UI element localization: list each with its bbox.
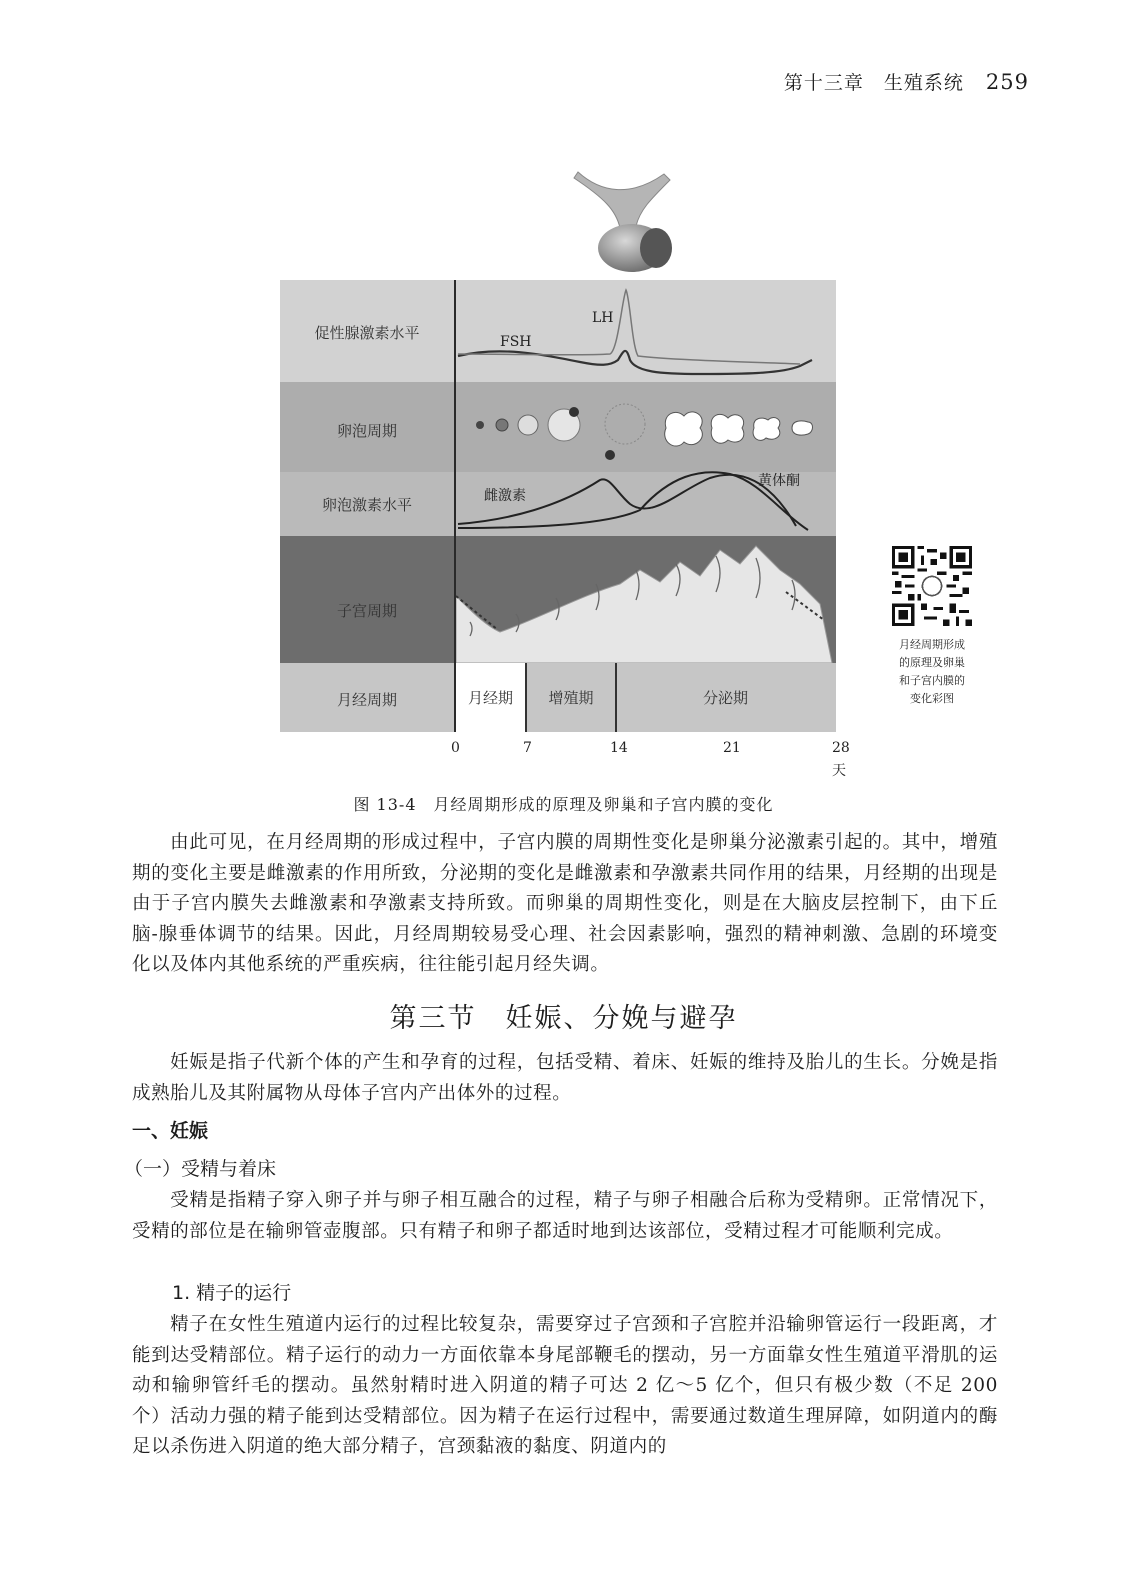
endometrium [456, 546, 832, 663]
qr-code[interactable] [892, 546, 972, 626]
chapter-title: 第十三章 生殖系统 [783, 72, 964, 94]
day-tick-7: 7 [523, 740, 532, 756]
paragraph-4: 精子在女性生殖道内运行的过程比较复杂，需要穿过子宫颈和子宫腔并沿输卵管运行一段距离，才能到达受精部位。精子运行的动力一方面依靠本身尾部鞭毛的摆动，另一方面靠女性生殖道平滑肌的运动和输卵管纤毛的摆动。虽然射精时进入阴道的精子可达 2 亿～5 亿个，但只有极少数（不足 200 个）活动力强的精子能到达受精部位。因为精子在运行过程中，需要通过数道生理屏障，如阴道内的酶足以杀伤进入阴道的绝大部分精子，宫颈黏液的黏度、阴道内的 [132, 1314, 998, 1457]
estrogen-label: 雌激素 [484, 488, 526, 504]
phase-menstrual: 月经期 [456, 663, 527, 732]
figure-caption: 图 13-4 月经周期形成的原理及卵巢和子宫内膜的变化 [353, 795, 774, 814]
band-label-gonadotropin: 促性腺激素水平 [314, 324, 420, 342]
band-label-uterine: 子宫周期 [336, 602, 397, 620]
band-label-ovarian-hormone: 卵泡激素水平 [321, 496, 412, 514]
fsh-label: FSH [500, 334, 532, 350]
heading-sperm-transport: 1. 精子的运行 [172, 1282, 292, 1304]
day-tick-14: 14 [610, 740, 628, 756]
qr-caption: 月经周期形成 的原理及卵巢 和子宫内膜的 变化彩图 [899, 638, 965, 705]
day-tick-28: 28 [832, 740, 850, 756]
day-unit: 天 [832, 763, 846, 779]
paragraph-1: 由此可见，在月经周期的形成过程中，子宫内膜的周期性变化是卵巢分泌激素引起的。其中，增殖期的变化主要是雌激素的作用所致，分泌期的变化是雌激素和孕激素共同作用的结果，月经期的出现是由于子宫内膜失去雌激素和孕激素支持所致。而卵巢的周期性变化，则是在大脑皮层控制下，由下丘脑-腺垂体调节的结果。因此，月经周期较易受心理、社会因素影响，强烈的精神刺激、急剧的环境变化以及体内其他系统的严重疾病，往往能引起月经失调。 [132, 832, 998, 975]
page-number: 259 [985, 70, 1029, 94]
pituitary-illustration [560, 170, 700, 275]
band-label-menstrual: 月经周期 [336, 691, 397, 709]
paragraph-2: 妊娠是指子代新个体的产生和孕育的过程，包括受精、着床、妊娠的维持及胎儿的生长。分娩是指成熟胎儿及其附属物从母体子宫内产出体外的过程。 [132, 1052, 998, 1104]
lh-curve [458, 290, 800, 364]
band-label-follicle: 卵泡周期 [336, 422, 397, 440]
lh-label: LH [592, 310, 614, 326]
progesterone-label: 黄体酮 [758, 473, 800, 489]
phase-proliferative: 增殖期 [527, 663, 617, 732]
phase-secretory: 分泌期 [617, 663, 834, 732]
follicle-stages [476, 404, 813, 460]
day-tick-0: 0 [451, 740, 460, 756]
running-head [784, 68, 1029, 95]
menstrual-cycle-figure [280, 280, 836, 732]
day-tick-21: 21 [723, 740, 741, 756]
heading-pregnancy: 一、妊娠 [132, 1120, 209, 1142]
paragraph-3: 受精是指精子穿入卵子并与卵子相互融合的过程，精子与卵子相融合后称为受精卵。正常情况下，受精的部位是在输卵管壶腹部。只有精子和卵子都适时地到达该部位，受精过程才可能顺利完成。 [132, 1190, 998, 1242]
heading-fertilization: （一）受精与着床 [124, 1158, 277, 1180]
section-title: 第三节 妊娠、分娩与避孕 [389, 1003, 738, 1034]
